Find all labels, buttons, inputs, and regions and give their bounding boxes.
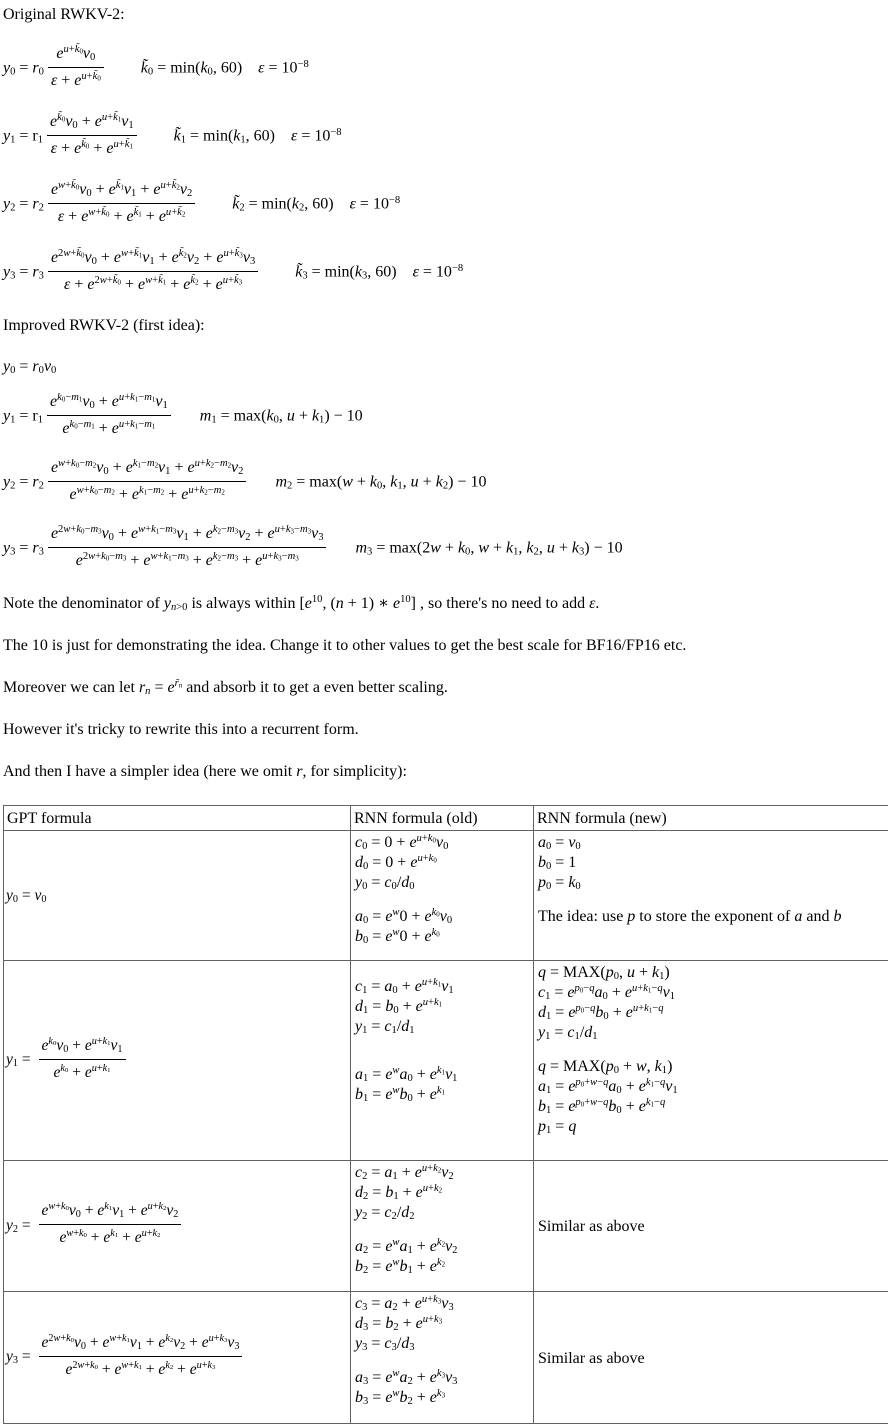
cell-new-y1	[534, 961, 888, 1161]
note-ten-paragraph: The 10 is just for demonstrating the idea. Change it to other values to get the best scale for BF16/FP16 etc.	[3, 635, 888, 656]
cell-new-y0	[534, 831, 888, 961]
formula-line: $c_1 = e^{p_0-q}a_0 + e^{u+k_1-q}v_1$	[538, 983, 886, 1003]
formula-line: $y_0 = c_0/d_0$	[355, 873, 530, 893]
cell-gpt-y2: $y_2$ = $\frac{e^{w+k_0}v_0 + e^{k_1}v_1 + e^{u+k_2}v_2}{e^{w+k_0} + e^{k_1} + e^{u+k_2}}$	[4, 1161, 351, 1292]
formula-line: $b_1 = e^{p_0+w-q}b_0 + e^{k_1-q}$	[538, 1097, 886, 1117]
formula-line: $a_1 = e^{p_0+w-q}a_0 + e^{k_1-q}v_1$	[538, 1077, 886, 1097]
formula-line: $y_3 = c_3/d_3$	[355, 1334, 530, 1354]
original-section-title: Original RWKV-2:	[3, 4, 888, 25]
formula-line: Similar as above	[538, 1217, 886, 1237]
improved-formula-y2: $y_2 = r_2$ $\frac{e^{w+k_0-m_2}v_0 + e^{k_1-m_2}v_1 + e^{u+k_2-m_2}v_2}{e^{w+k_0-m_2} + e^{k_1-m_2} + e^{u+k_2-m_2}}$ $m_2 = \max(w + k_0$, $k_1$, $u + k_2) - 10$	[3, 453, 888, 513]
formula-line: $b_1 = e^wb_0 + e^{k_1}$	[355, 1085, 530, 1105]
formula-line: $d_1 = b_0 + e^{u+k_1}$	[355, 997, 530, 1017]
formula-line: $a_0 = v_0$	[538, 833, 886, 853]
formula-line: $a_1 = e^wa_0 + e^{k_1}v_1$	[355, 1065, 530, 1085]
formula-line: $a_3 = e^wa_2 + e^{k_3}v_3$	[355, 1368, 530, 1388]
formula-line: $a_0 = e^w0 + e^{k_0}v_0$	[355, 907, 530, 927]
original-formula-y1: $y_1 = r_1$ $\frac{e^{k̃_0}v_0 + e^{u+k̃_1}v_1}{\varepsilon + e^{k̃_0} + e^{u+k̃_1}}$ $k̃_1 = \min(k_1$, 60) $\varepsilon = 10^{-8}$	[3, 107, 888, 167]
formula-line: $y_2 = c_2/d_2$	[355, 1203, 530, 1223]
formula-line: $q = MAX(p_0$, $u + k_1$)	[538, 963, 886, 983]
formula-line: $a_2 = e^wa_1 + e^{k_2}v_2$	[355, 1237, 530, 1257]
cell-old-y1	[351, 961, 534, 1161]
formula-line: $c_3 = a_2 + e^{u+k_3}v_3$	[355, 1294, 530, 1314]
blank-line	[355, 1037, 530, 1051]
cell-old-y2	[351, 1161, 534, 1292]
cell-gpt-y3: $y_3$ = $\frac{e^{2w+k_0}v_0 + e^{w+k_1}v_1 + e^{k_2}v_2 + e^{u+k_3}v_3}{e^{2w+k_0} + e^{w+k_1} + e^{k_2} + e^{u+k_3}}$	[4, 1292, 351, 1424]
cell-gpt-y0: $y_0 = v_0$	[4, 831, 351, 961]
table-row-y0	[4, 831, 888, 961]
formula-line: $d_3 = b_2 + e^{u+k_3}$	[355, 1314, 530, 1334]
formula-line: $c_1 = a_0 + e^{u+k_1}v_1$	[355, 977, 530, 997]
formula-line: $p_0 = k_0$	[538, 873, 886, 893]
formula-line: Similar as above	[538, 1349, 886, 1369]
formula-line: $y_1 = c_1/d_1$	[355, 1017, 530, 1037]
formula-line: $d_2 = b_1 + e^{u+k_2}$	[355, 1183, 530, 1203]
cell-old-y0	[351, 831, 534, 961]
formula-line: $b_3 = e^wb_2 + e^{k_3}$	[355, 1388, 530, 1408]
note-simpler-idea-paragraph: And then I have a simpler idea (here we omit r, for simplicity):	[3, 761, 888, 782]
formula-line: $c_0 = 0 + e^{u+k_0}v_0$	[355, 833, 530, 853]
table-header-row	[4, 806, 888, 831]
original-formula-y0: $y_0 = r_0$ $\frac{e^{u+k̃_0}v_0}{\varepsilon + e^{u+k̃_0}}$ $k̃_0 = \min(k_0$, 60) $\varepsilon = 10^{-8}$	[3, 39, 888, 99]
improved-section-title: Improved RWKV-2 (first idea):	[3, 315, 888, 336]
cell-old-y3	[351, 1292, 534, 1424]
formula-comparison-table	[3, 805, 888, 1424]
table-row-y3	[4, 1292, 888, 1424]
blank-line	[355, 893, 530, 907]
blank-line	[355, 963, 530, 977]
blank-line	[538, 1043, 886, 1057]
header-rnn-formula-new: RNN formula (new)	[534, 806, 888, 831]
improved-formula-y3: $y_3 = r_3$ $\frac{e^{2w+k_0-m_3}v_0 + e^{w+k_1-m_3}v_1 + e^{k_2-m_3}v_2 + e^{u+k_3-m_3}v_3}{e^{2w+k_0-m_3} + e^{w+k_1-m_3} + e^{k_2-m_3} + e^{u+k_3-m_3}}$ $m_3 = \max(2w + k_0$, $w + k_1$, $k_2$, $u + k_3) - 10$	[3, 519, 888, 579]
note-absorb-paragraph: Moreover we can let $r_n = e^{r̃_n}$ and absorb it to get a even better scaling.	[3, 677, 888, 698]
original-formula-y3: $y_3 = r_3$ $\frac{e^{2w+k̃_0}v_0 + e^{w+k̃_1}v_1 + e^{k̃_2}v_2 + e^{u+k̃_3}v_3}{\varepsilon + e^{2w+k̃_0} + e^{w+k̃_1} + e^{k̃_2} + e^{u+k̃_3}}$ $k̃_3 = \min(k_3$, 60) $\varepsilon = 10^{-8}$	[3, 243, 888, 303]
formula-line: The idea: use p to store the exponent of a and b	[538, 907, 886, 927]
header-rnn-formula-old: RNN formula (old)	[351, 806, 534, 831]
formula-line: $p_1 = q$	[538, 1117, 886, 1137]
cell-new-y3	[534, 1292, 888, 1424]
formula-line: $q = MAX(p_0 + w$, $k_1$)	[538, 1057, 886, 1077]
formula-line: $c_2 = a_1 + e^{u+k_2}v_2$	[355, 1163, 530, 1183]
original-formula-y2: $y_2 = r_2$ $\frac{e^{w+k̃_0}v_0 + e^{k̃_1}v_1 + e^{u+k̃_2}v_2}{\varepsilon + e^{w+k̃_0} + e^{k̃_1} + e^{u+k̃_2}}$ $k̃_2 = \min(k_2$, 60) $\varepsilon = 10^{-8}$	[3, 175, 888, 235]
improved-formula-y0: $y_0 = r_0v_0$	[3, 356, 888, 377]
formula-line: $b_0 = 1$	[538, 853, 886, 873]
blank-line	[355, 1051, 530, 1065]
cell-gpt-y1: $y_1$ = $\frac{e^{k_0}v_0 + e^{u+k_1}v_1}{e^{k_0} + e^{u+k_1}}$	[4, 961, 351, 1161]
table-row-y1	[4, 961, 888, 1161]
header-gpt-formula: GPT formula	[4, 806, 351, 831]
blank-line	[538, 893, 886, 907]
formula-line: $b_2 = e^wb_1 + e^{k_2}$	[355, 1257, 530, 1277]
improved-formula-y1: $y_1 = r_1$ $\frac{e^{k_0-m_1}v_0 + e^{u+k_1-m_1}v_1}{e^{k_0-m_1} + e^{u+k_1-m_1}}$ $m_1 = \max(k_0$, $u + k_1) - 10$	[3, 387, 888, 447]
table-row-y2	[4, 1161, 888, 1292]
formula-line: $b_0 = e^w0 + e^{k_0}$	[355, 927, 530, 947]
cell-new-y2	[534, 1161, 888, 1292]
blank-line	[355, 1354, 530, 1368]
note-tricky-paragraph: However it's tricky to rewrite this into a recurrent form.	[3, 719, 888, 740]
blank-line	[355, 1223, 530, 1237]
formula-line: $d_0 = 0 + e^{u+k_0}$	[355, 853, 530, 873]
note-denominator-paragraph: Note the denominator of $y_{n>0}$ is always within [$e^{10}$, (n + 1) ∗ $e^{10}$] , so there's no need to add ε.	[3, 593, 888, 614]
formula-line: $d_1 = e^{p_0-q}b_0 + e^{u+k_1-q}$	[538, 1003, 886, 1023]
formula-line: $y_1 = c_1/d_1$	[538, 1023, 886, 1043]
